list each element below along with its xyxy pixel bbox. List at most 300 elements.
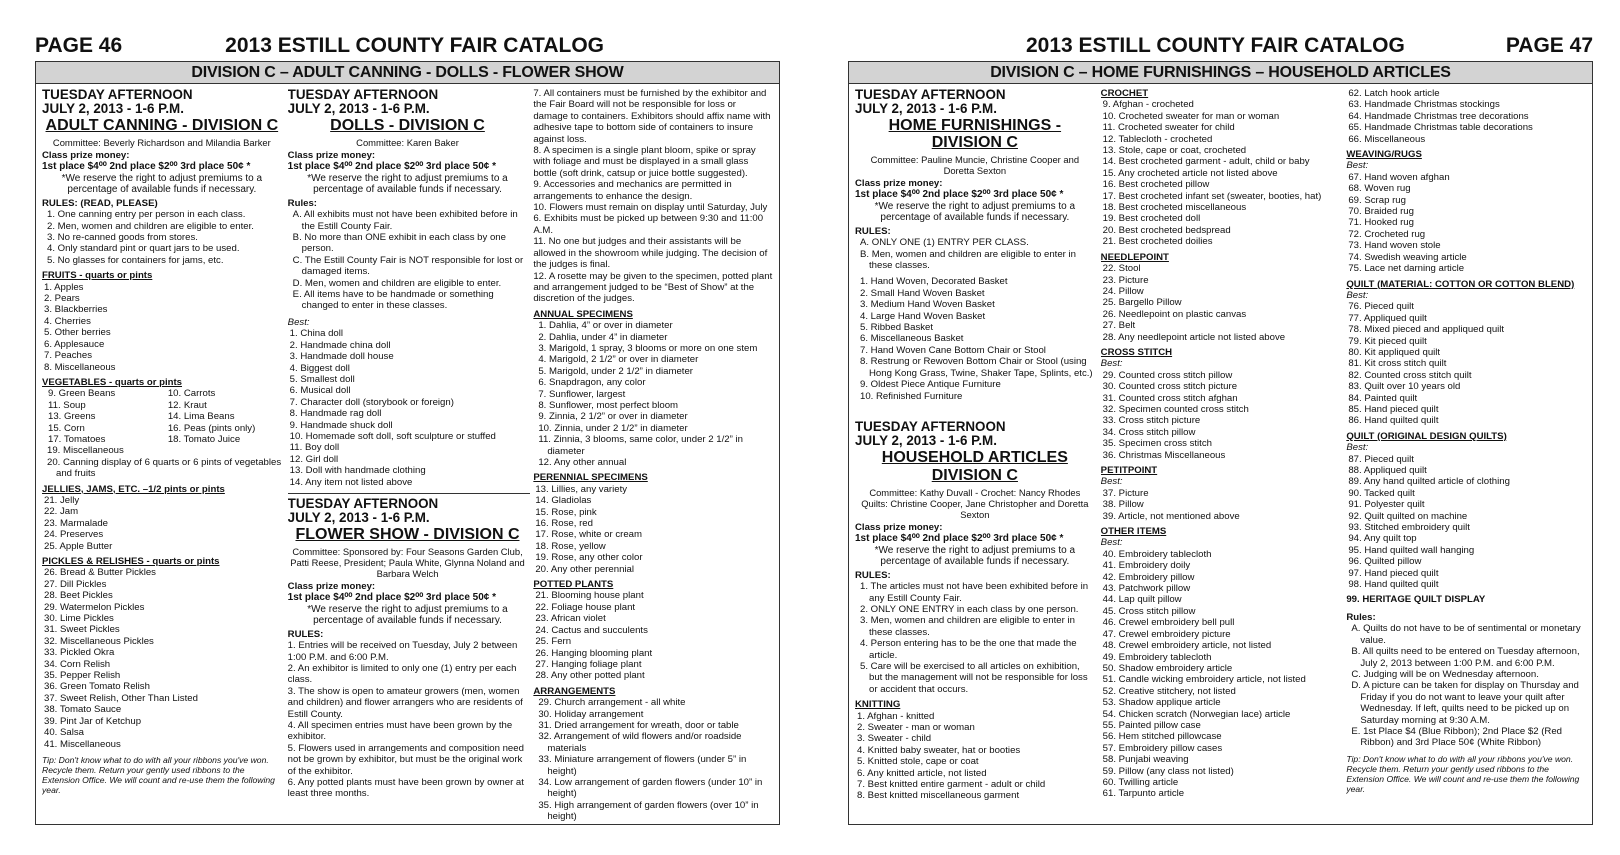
class-item: 3. Sweater - child xyxy=(857,733,932,745)
class-item: 69. Scrap rug xyxy=(1348,194,1406,206)
class-item: 11. Soup xyxy=(48,399,86,411)
class-item: 6. Musical doll xyxy=(289,385,351,397)
class-item: 53. Shadow applique article xyxy=(1102,697,1221,709)
rules-heading: Rules: xyxy=(287,197,317,209)
prize-label: Class prize money: xyxy=(287,150,376,161)
best-label: Best: xyxy=(1100,476,1123,488)
class-item: 4. Knitted baby sweater, hat or booties xyxy=(857,744,1021,756)
class-item: 30. Counted cross stitch picture xyxy=(1102,381,1238,393)
class-item: 16. Best crocheted pillow xyxy=(1102,179,1210,191)
rules-heading: RULES: (READ, PLEASE) xyxy=(42,197,158,209)
class-item: 81. Kit cross stitch quilt xyxy=(1348,358,1447,370)
class-item: 9. Handmade shuck doll xyxy=(289,419,393,431)
class-item: 20. Canning display of 6 quarts or 6 pints of vegetables and fruits xyxy=(47,456,282,480)
class-item: 24. Preserves xyxy=(44,529,104,541)
rule-item: D. A picture can be taken for display on Thursday and Friday if you do not want to leave your quilt after Wednesday. If left, quilts need to be picked up on Saturday morning at 9:30 A.M. xyxy=(1351,680,1579,726)
class-item: 20. Best crocheted bedspread xyxy=(1102,224,1231,236)
class-item: 73. Hand woven stole xyxy=(1348,240,1441,252)
class-item: 42. Embroidery pillow xyxy=(1102,571,1195,583)
class-item: 79. Kit pieced quilt xyxy=(1348,335,1427,347)
class-item: 1. Dahlia, 4” or over in diameter xyxy=(538,320,673,332)
class-item: 10. Carrots xyxy=(167,388,216,400)
reserve-note: *We reserve the right to adjust premiums to a percentage of available funds if necessary. xyxy=(307,603,508,626)
rule-item: 1. One canning entry per person in each class. xyxy=(47,209,246,221)
rule-item: D. Men, women and children are eligible to enter. xyxy=(292,277,502,289)
class-item: 22. Stool xyxy=(1102,263,1141,275)
class-item: 28. Any other potted plant xyxy=(535,670,645,682)
rule-item: 9. Accessories and mechanics are permitted in arrangements to enhance the design. xyxy=(533,179,732,202)
class-item: 7. Best knitted entire garment - adult or child xyxy=(857,779,1046,791)
category-heading: QUILT (MATERIAL: COTTON OR COTTON BLEND) xyxy=(1346,278,1575,290)
rule-item: 2. An exhibitor is limited to only one (1) entry per each class. xyxy=(287,663,517,686)
class-item: 40. Embroidery tablecloth xyxy=(1102,548,1212,560)
prize-label: Class prize money: xyxy=(287,580,376,592)
class-item: 32. Specimen counted cross stitch xyxy=(1102,403,1249,415)
rules-list xyxy=(855,581,1095,695)
rule-item: 3. The show is open to amateur growers (men, women and children) and flower arrangers who are residents of Estill County. xyxy=(287,685,523,720)
rule-item: 11. No one but judges and their assistants will be allowed in the showroom while judging. The decision of the judges is final. xyxy=(533,236,768,271)
class-item: 6. Miscellaneous Basket xyxy=(860,333,964,345)
rules-list xyxy=(533,88,773,305)
class-row xyxy=(42,400,282,411)
class-item: 1. Apples xyxy=(44,281,84,293)
class-item: 12. Kraut xyxy=(167,399,207,411)
class-item: 47. Crewel embroidery picture xyxy=(1102,628,1231,640)
prize-label: Class prize money: xyxy=(855,178,943,189)
rule-item: 3. Men, women and children are eligible to enter in these classes. xyxy=(860,615,1075,638)
category-heading: PICKLES & RELISHES - quarts or pints xyxy=(42,556,220,567)
class-item: 13. Stole, cape or coat, crocheted xyxy=(1102,145,1247,157)
class-item: 8. Miscellaneous xyxy=(44,361,116,373)
catalog-title: 2013 ESTILL COUNTY FAIR CATALOG xyxy=(1026,34,1405,57)
committee: Committee: Sponsored by: Four Seasons Garden Club, Patti Reese, President; Paula White, Glynna Noland and Barbara Welch xyxy=(290,545,525,579)
rule-item: C. The Estill County Fair is NOT responsible for lost or damaged items. xyxy=(292,254,524,278)
flower-show-column xyxy=(533,88,773,824)
catalog-title: 2013 ESTILL COUNTY FAIR CATALOG xyxy=(225,34,604,57)
best-label: Best: xyxy=(1346,442,1369,454)
class-item: 9. Afghan - crocheted xyxy=(1102,99,1194,111)
class-item: 10. Zinnia, under 2 1/2” in diameter xyxy=(538,422,688,434)
section-divider xyxy=(855,416,1098,417)
class-item: 41. Embroidery doily xyxy=(1102,560,1191,572)
adult-canning-column xyxy=(42,88,288,824)
class-item: 8. Handmade rag doll xyxy=(289,408,382,420)
class-item: 33. Cross stitch picture xyxy=(1102,415,1201,427)
class-item: 13. Greens xyxy=(48,411,96,423)
class-item: 4. Biggest doll xyxy=(289,362,350,374)
class-item: 91. Polyester quilt xyxy=(1348,499,1425,511)
prize-money: 1st place $4⁰⁰ 2nd place $2⁰⁰ 3rd place 50¢ * xyxy=(287,592,497,604)
class-item: 31. Counted cross stitch afghan xyxy=(1102,392,1238,404)
section-title: FLOWER SHOW - DIVISION C xyxy=(295,525,520,543)
class-item: 74. Swedish weaving article xyxy=(1348,251,1467,263)
class-item: 10. Refinished Furniture xyxy=(860,390,963,402)
class-item: 78. Mixed pieced and appliqued quilt xyxy=(1348,324,1505,336)
rules-heading: RULES: xyxy=(855,225,891,237)
class-item: 92. Quilt quilted on machine xyxy=(1348,510,1468,522)
class-item: 43. Patchwork pillow xyxy=(1102,583,1191,595)
right-page-header xyxy=(848,30,1593,58)
class-item: 49. Embroidery tablecloth xyxy=(1102,651,1212,663)
class-item: 3. Marigold, 1 spray, 3 blooms or more on one stem xyxy=(538,342,758,354)
class-item: 25. Bargello Pillow xyxy=(1102,297,1182,309)
class-item: 22. Jam xyxy=(44,506,79,518)
class-item: 82. Counted cross stitch quilt xyxy=(1348,369,1472,381)
class-item: 9. Zinnia, 2 1/2” or over in diameter xyxy=(538,411,688,423)
class-item: 5. Smallest doll xyxy=(289,373,355,385)
class-item: 2. Small Hand Woven Basket xyxy=(860,287,985,299)
quilts-column xyxy=(1346,88,1586,824)
class-item: 21. Blooming house plant xyxy=(535,590,644,602)
class-item: 12. Any other annual xyxy=(538,457,627,468)
class-item: 35. Specimen cross stitch xyxy=(1102,438,1212,450)
class-item: 96. Quilted pillow xyxy=(1348,556,1422,568)
class-item: 17. Tomatoes xyxy=(48,433,106,445)
class-item: 51. Candle wicking embroidery article, not listed xyxy=(1102,674,1306,686)
class-item: 89. Any hand quilted article of clothing xyxy=(1348,476,1510,488)
class-list xyxy=(1346,172,1586,275)
class-item: 61. Tarpunto article xyxy=(1102,788,1185,800)
class-row xyxy=(42,423,282,434)
rule-item: 2. ONLY ONE ENTRY in each class by one person. xyxy=(860,603,1079,615)
class-list xyxy=(1101,488,1341,522)
class-item: 33. Miniature arrangement of flowers (under 5” in height) xyxy=(538,754,747,777)
rules-list xyxy=(1346,623,1586,748)
class-item: 29. Watermelon Pickles xyxy=(44,601,145,613)
rule-item: 1. The articles must not have been exhibited before in any Estill County Fair. xyxy=(860,581,1089,604)
rule-item: E. All items have to be handmade or something changed to enter in these classes. xyxy=(292,289,494,312)
class-item: 97. Hand pieced quilt xyxy=(1348,567,1439,579)
class-item: 8. Best knitted miscellaneous garment xyxy=(857,790,1020,802)
class-item: 56. Hem stitched pillowcase xyxy=(1102,731,1222,743)
category-heading: JELLIES, JAMS, ETC. –1/2 pints or pints xyxy=(42,483,225,495)
class-item: 28. Any needlepoint article not listed above xyxy=(1102,331,1286,343)
class-item: 5. Other berries xyxy=(44,327,111,339)
section-date: JULY 2, 2013 - 1-6 P.M. xyxy=(287,509,430,525)
class-item: 29. Counted cross stitch pillow xyxy=(1102,369,1233,381)
class-item: 39. Article, not mentioned above xyxy=(1102,510,1240,522)
class-item: 26. Hanging blooming plant xyxy=(535,647,653,659)
class-item: 19. Miscellaneous xyxy=(47,445,124,457)
best-label: Best: xyxy=(1346,289,1369,301)
category-heading: ANNUAL SPECIMENS xyxy=(533,308,633,320)
reserve-note: *We reserve the right to adjust premiums to a percentage of available funds if necessary. xyxy=(307,172,508,195)
class-list xyxy=(42,282,282,373)
committee: Committee: Pauline Muncie, Christine Cooper and Doretta Sexton xyxy=(870,154,1080,176)
left-page-header xyxy=(35,30,780,58)
class-item: 30. Lime Pickles xyxy=(44,613,114,625)
category-heading: PETITPOINT xyxy=(1100,465,1158,476)
rules-heading: RULES: xyxy=(287,628,324,640)
class-item: 38. Tomato Sauce xyxy=(44,704,122,716)
class-item: 18. Best crocheted miscellaneous xyxy=(1102,202,1247,214)
class-item: 77. Appliqued quilt xyxy=(1348,312,1427,324)
class-list xyxy=(533,590,773,681)
committee: Committee: Karen Baker xyxy=(356,137,459,148)
division-title: DIVISION C – HOME FURNISHINGS – HOUSEHOLD ARTICLES xyxy=(849,62,1592,84)
class-item: 57. Embroidery pillow cases xyxy=(1102,742,1223,754)
class-item: 34. Cross stitch pillow xyxy=(1102,426,1196,438)
committee: Committee: Kathy Duvall - Crochet: Nancy Rhodes Quilts: Christine Cooper, Jane Christopher and Doretta Sexton xyxy=(861,486,1089,520)
category-heading: CROSS STITCH xyxy=(1100,346,1173,358)
class-item: 1. China doll xyxy=(289,328,344,340)
prize-label: Class prize money: xyxy=(42,150,130,161)
class-item: 19. Best crocheted doll xyxy=(1102,213,1201,225)
class-item: 98. Hand quilted quilt xyxy=(1348,579,1439,591)
class-list xyxy=(1346,454,1586,591)
heritage-quilt-display: 99. HERITAGE QUILT DISPLAY xyxy=(1346,594,1486,606)
class-item: 9. Oldest Piece Antique Furniture xyxy=(860,379,1001,391)
class-item: 24. Cactus and succulents xyxy=(535,624,648,636)
class-item: 10. Crocheted sweater for man or woman xyxy=(1102,110,1280,122)
class-item: 14. Any item not listed above xyxy=(289,476,413,488)
class-item: 80. Kit appliqued quilt xyxy=(1348,346,1441,358)
section-subtitle: DIVISION C xyxy=(931,466,1018,484)
class-item: 17. Rose, white or cream xyxy=(535,529,642,541)
class-row xyxy=(42,434,282,445)
class-item: 12. Girl doll xyxy=(289,453,339,465)
class-item: 26. Needlepoint on plastic canvas xyxy=(1102,308,1247,320)
class-list xyxy=(533,320,773,468)
class-item: 20. Any other perennial xyxy=(535,563,635,575)
class-item: 1. Afghan - knitted xyxy=(857,710,935,722)
category-heading: CROCHET xyxy=(1100,88,1149,99)
rules-list xyxy=(42,209,282,266)
class-item: 19. Rose, any other color xyxy=(535,552,643,564)
class-item: 65. Handmade Christmas table decorations xyxy=(1348,122,1533,134)
ribbon-tip: Tip: Don't know what to do with all your ribbons you've won. Recycle them. Return your gently used ribbons to the Extension Office. We will count and re-use them the following year. xyxy=(42,754,275,795)
section-title: ADULT CANNING - DIVISION C xyxy=(45,117,279,134)
prize-label: Class prize money: xyxy=(855,521,943,533)
class-item: 4. Large Hand Woven Basket xyxy=(860,310,986,322)
class-item: 60. Twilling article xyxy=(1102,776,1179,788)
class-item: 95. Hand quilted wall hanging xyxy=(1348,544,1475,556)
reserve-note: *We reserve the right to adjust premiums to a percentage of available funds if necessary. xyxy=(61,172,263,195)
class-item: 15. Corn xyxy=(48,422,85,434)
class-item: 87. Pieced quilt xyxy=(1348,453,1414,465)
category-heading: FRUITS - quarts or pints xyxy=(42,270,153,282)
page-number: PAGE 46 xyxy=(35,34,123,57)
class-item: 2. Dahlia, under 4” in diameter xyxy=(538,331,668,343)
class-item: 68. Woven rug xyxy=(1348,183,1411,195)
rule-item: A. Quilts do not have to be of sentimental or monetary value. xyxy=(1351,623,1581,646)
class-list xyxy=(1101,370,1341,461)
class-item: 6. Snapdragon, any color xyxy=(538,377,646,389)
class-item: 22. Foliage house plant xyxy=(535,601,636,613)
class-item: 6. Any knitted article, not listed xyxy=(857,767,987,779)
rule-item: B. Men, women and children are eligible to enter in these classes. xyxy=(860,248,1076,272)
class-item: 36. Green Tomato Relish xyxy=(44,681,150,693)
rule-item: 4. All specimen entries must have been grown by the exhibitor. xyxy=(287,720,513,743)
class-item: 27. Hanging foliage plant xyxy=(535,658,642,670)
class-item: 2. Sweater - man or woman xyxy=(857,722,975,733)
prize-money: 1st place $4⁰⁰ 2nd place $2⁰⁰ 3rd place 50¢ * xyxy=(855,189,1064,201)
class-item: 38. Pillow xyxy=(1102,499,1144,511)
class-item: 7. Sunflower, largest xyxy=(538,388,626,400)
class-item: 50. Shadow embroidery article xyxy=(1102,662,1233,674)
class-item: 93. Stitched embroidery quilt xyxy=(1348,522,1470,534)
section-title: HOME FURNISHINGS - DIVISION C xyxy=(888,117,1062,151)
class-list xyxy=(1101,99,1341,247)
class-item: 33. Pickled Okra xyxy=(44,647,115,659)
class-item: 52. Creative stitchery, not listed xyxy=(1102,685,1236,697)
class-item: 28. Beet Pickles xyxy=(44,590,113,602)
rule-item: C. Judging will be on Wednesday afternoon. xyxy=(1351,668,1539,680)
class-item: 16. Rose, red xyxy=(535,518,593,530)
reserve-note: *We reserve the right to adjust premiums to a percentage of available funds if necessary. xyxy=(874,200,1076,223)
class-item: 62. Latch hook article xyxy=(1348,88,1440,99)
rule-item: B. No more than ONE exhibit in each class by one person. xyxy=(292,232,506,255)
class-item: 94. Any quilt top xyxy=(1348,533,1417,545)
class-item: 70. Braided rug xyxy=(1348,206,1414,218)
section-day: TUESDAY AFTERNOON xyxy=(287,88,439,102)
class-list xyxy=(288,328,528,488)
class-item: 23. Marmalade xyxy=(44,517,108,529)
class-item: 13. Lillies, any variety xyxy=(535,483,628,495)
category-heading: OTHER ITEMS xyxy=(1100,526,1167,538)
class-item: 64. Handmade Christmas tree decorations xyxy=(1348,110,1529,122)
prize-money: 1st place $4⁰⁰ 2nd place $2⁰⁰ 3rd place 50¢ * xyxy=(42,161,251,173)
class-row xyxy=(42,388,282,399)
category-heading: PERENNIAL SPECIMENS xyxy=(533,472,648,484)
prize-money: 1st place $4⁰⁰ 2nd place $2⁰⁰ 3rd place 50¢ * xyxy=(287,161,497,173)
class-item: 21. Best crocheted doilies xyxy=(1102,236,1213,248)
class-item: 5. Marigold, under 2 1/2” in diameter xyxy=(538,365,693,377)
class-item: 3. Handmade doll house xyxy=(289,351,394,363)
class-item: 72. Crocheted rug xyxy=(1348,228,1426,240)
rule-item: 8. A specimen is a single plant bloom, spike or spray with foliage and must be displayed in a small glass bottle (soft drink, catsup or juice bottle suggested). xyxy=(533,145,756,179)
class-list xyxy=(42,388,282,445)
class-item: 4. Cherries xyxy=(44,315,91,327)
class-item: 30. Holiday arrangement xyxy=(538,708,644,720)
class-item: 9. Green Beans xyxy=(48,388,116,400)
class-item: 2. Handmade china doll xyxy=(289,339,391,351)
rule-item: B. All quilts need to be entered on Tuesday afternoon, July 2, 2013 between 1:00 P.M. and 6:00 P.M. xyxy=(1351,646,1580,669)
class-item: 6. Applesauce xyxy=(44,338,105,350)
class-list xyxy=(1101,263,1341,343)
class-item: 35. Pepper Relish xyxy=(44,670,121,682)
best-label: Best: xyxy=(1100,537,1123,549)
rule-item: A. ONLY ONE (1) ENTRY PER CLASS. xyxy=(860,237,1029,249)
class-item: 23. African violet xyxy=(535,613,606,625)
left-page xyxy=(35,30,780,825)
class-list xyxy=(855,276,1095,401)
rule-item: 3. No re-canned goods from stores. xyxy=(47,232,198,244)
class-item: 11. Zinnia, 3 blooms, same color, under 2 1/2” in diameter xyxy=(538,434,743,457)
rules-list xyxy=(855,237,1095,271)
class-item: 63. Handmade Christmas stockings xyxy=(1348,99,1500,111)
class-item: 27. Belt xyxy=(1102,320,1136,332)
section-day: TUESDAY AFTERNOON xyxy=(855,418,1006,434)
best-label: Best: xyxy=(1100,358,1123,370)
class-item: 37. Picture xyxy=(1102,487,1149,499)
rule-item: 5. Care will be exercised to all articles on exhibition, but the management will not be responsible for loss or accident that occurs. xyxy=(860,660,1088,695)
section-title: DOLLS - DIVISION C xyxy=(330,117,485,134)
class-item: 18. Tomato Juice xyxy=(167,433,241,445)
class-item: 25. Apple Butter xyxy=(44,540,113,552)
class-item: 5. Knitted stole, cape or coat xyxy=(857,756,979,768)
rule-item: 12. A rosette may be given to the specimen, potted plant and arrangement judged to be “Best of Show” at the discretion of the judges. xyxy=(533,270,773,305)
class-item: 40. Salsa xyxy=(44,727,85,739)
division-title: DIVISION C – ADULT CANNING - DOLLS - FLOWER SHOW xyxy=(36,62,779,84)
rules-list xyxy=(288,209,528,312)
rule-item: E. 1st Place $4 (Blue Ribbon); 2nd Place $2 (Red Ribbon) and 3rd Place 50¢ (White Ribbon) xyxy=(1351,725,1562,749)
class-row xyxy=(42,411,282,422)
class-list xyxy=(1346,88,1586,145)
class-item: 54. Chicken scratch (Norwegian lace) article xyxy=(1102,708,1291,720)
section-divider xyxy=(288,493,531,494)
class-item: 3. Medium Hand Woven Basket xyxy=(860,299,995,311)
class-list xyxy=(533,697,773,822)
page-number: PAGE 47 xyxy=(1505,34,1593,57)
class-item: 85. Hand pieced quilt xyxy=(1348,403,1439,415)
class-item: 29. Church arrangement - all white xyxy=(538,697,686,709)
class-item: 13. Doll with handmade clothing xyxy=(289,465,426,477)
class-item: 1. Hand Woven, Decorated Basket xyxy=(860,276,1008,288)
class-item: 8. Restrung or Rewoven Bottom Chair or Stool (using Hong Kong Grass, Twine, Shaker Tape, Splints, etc.) xyxy=(860,356,1093,379)
class-item: 2. Pears xyxy=(44,293,80,305)
class-item: 59. Pillow (any class not listed) xyxy=(1102,765,1234,777)
section-day: TUESDAY AFTERNOON xyxy=(855,88,1006,102)
class-list xyxy=(533,484,773,575)
rule-item: 1. Entries will be received on Tuesday, July 2 between 1:00 P.M. and 6:00 P.M. xyxy=(287,640,518,663)
rules-heading: RULES: xyxy=(855,569,891,581)
class-list xyxy=(1346,301,1586,426)
class-item: 44. Lap quilt pillow xyxy=(1102,594,1182,606)
class-item: 31. Sweet Pickles xyxy=(44,624,120,636)
ribbon-tip: Tip: Don't know what to do with all your ribbons you've won. Recycle them. Return your gently used ribbons to the Extension Office. We will count and re-use them the following year. xyxy=(1346,753,1580,794)
class-item: 35. High arrangement of garden flowers (over 10” in height) xyxy=(538,799,759,823)
class-item: 17. Best crocheted infant set (sweater, booties, hat) xyxy=(1102,190,1322,202)
class-item: 27. Dill Pickles xyxy=(44,578,107,590)
class-item: 66. Miscellaneous xyxy=(1348,133,1426,145)
class-item: 26. Bread & Butter Pickles xyxy=(44,567,156,579)
class-item: 7. Character doll (storybook or foreign) xyxy=(289,396,454,408)
class-item: 14. Lima Beans xyxy=(167,411,235,423)
rule-item: 5. No glasses for containers for jams, etc. xyxy=(47,254,224,266)
section-day: TUESDAY AFTERNOON xyxy=(287,495,439,511)
class-item: 21. Jelly xyxy=(44,494,80,506)
class-item: 75. Lace net darning article xyxy=(1348,263,1465,275)
class-item: 15. Any crocheted article not listed above xyxy=(1102,167,1278,179)
class-item: 58. Punjabi weaving xyxy=(1102,754,1189,766)
category-heading: WEAVING/RUGS xyxy=(1346,149,1422,161)
category-heading: NEEDLEPOINT xyxy=(1100,251,1169,263)
section-title: HOUSEHOLD ARTICLES xyxy=(881,448,1068,466)
class-item: 11. Boy doll xyxy=(289,442,340,454)
class-list xyxy=(855,711,1095,802)
class-list xyxy=(42,567,282,750)
class-item: 46. Crewel embroidery bell pull xyxy=(1102,617,1235,629)
class-item: 84. Painted quilt xyxy=(1348,392,1418,404)
section-day: TUESDAY AFTERNOON xyxy=(42,88,193,102)
category-heading: ARRANGEMENTS xyxy=(533,685,616,697)
best-label: Best: xyxy=(1346,160,1369,172)
class-item: 16. Peas (pints only) xyxy=(167,422,256,434)
class-item: 18. Rose, yellow xyxy=(535,540,606,552)
class-item: 34. Low arrangement of garden flowers (under 10” in height) xyxy=(538,776,763,800)
class-item: 83. Quilt over 10 years old xyxy=(1348,381,1461,393)
rule-item: 5. Flowers used in arrangements and composition need not be grown by exhibitor, but must be the original work of the exhibitor. xyxy=(287,742,524,777)
best-label: Best: xyxy=(287,316,310,328)
class-item: 25. Fern xyxy=(535,636,572,648)
class-item: 71. Hooked rug xyxy=(1348,217,1414,229)
class-item: 36. Christmas Miscellaneous xyxy=(1102,449,1226,461)
home-furnishings-column xyxy=(855,88,1101,824)
class-item: 3. Blackberries xyxy=(44,304,108,316)
class-item: 88. Appliqued quilt xyxy=(1348,465,1427,476)
category-heading: QUILT (ORIGINAL DESIGN QUILTS) xyxy=(1346,430,1507,442)
